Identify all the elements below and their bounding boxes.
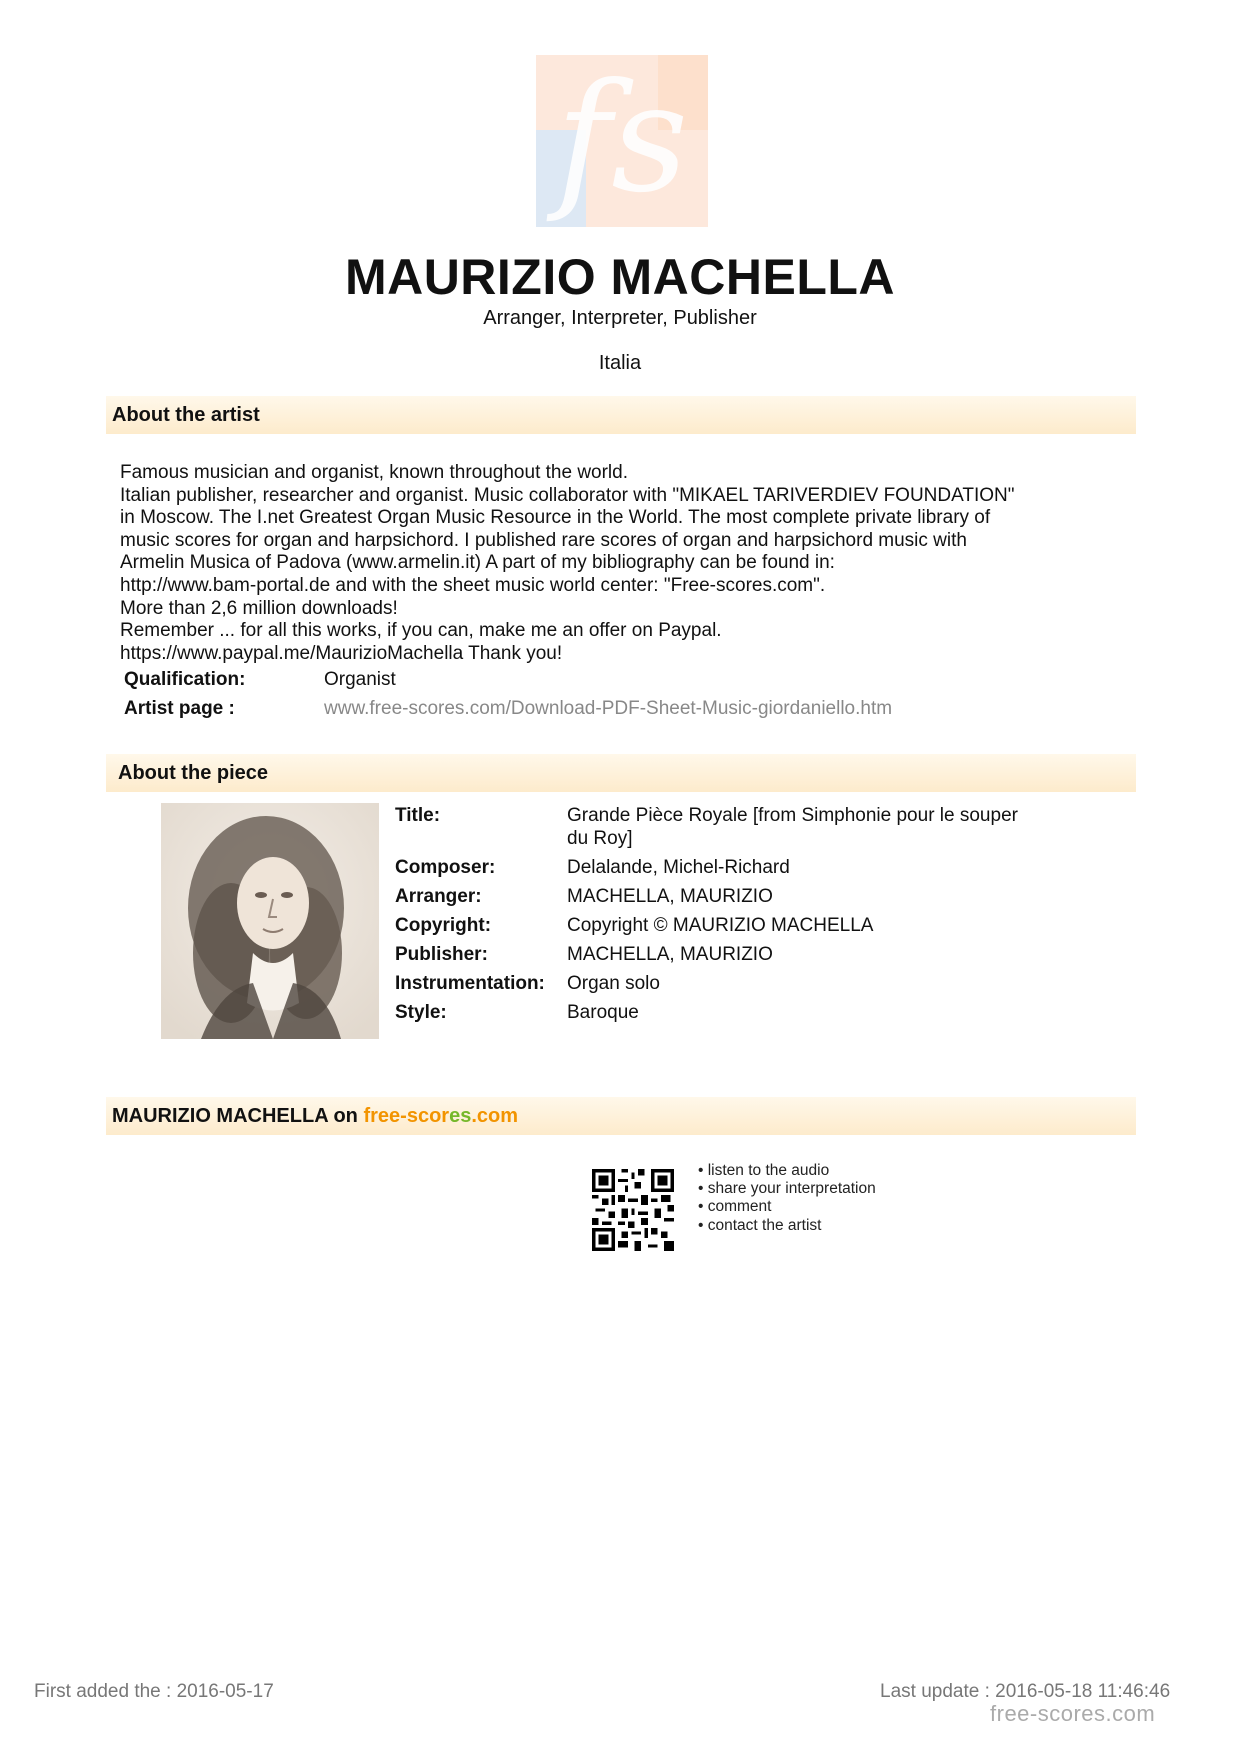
publisher-label: Publisher: [395, 944, 488, 965]
instrumentation-value: Organ solo [567, 973, 660, 994]
qualification-label: Qualification: [124, 669, 246, 690]
on-site-artist-name: MAURIZIO MACHELLA [112, 1105, 328, 1127]
style-label: Style: [395, 1002, 447, 1023]
on-free-scores-header [106, 1097, 1136, 1135]
title-value [567, 805, 1087, 850]
title-line: du Roy] [567, 827, 633, 849]
action-item[interactable]: • share your interpretation [698, 1180, 876, 1198]
copyright-value: Copyright © MAURIZIO MACHELLA [567, 915, 874, 936]
artist-country: Italia [598, 352, 642, 374]
first-added-date: First added the : 2016-05-17 [34, 1681, 274, 1702]
brand-part: scor [406, 1105, 450, 1127]
bio-line: in Moscow. The I.net Greatest Organ Music Resource in the World. The most complete private library of [120, 507, 991, 529]
brand-part: free- [363, 1105, 407, 1127]
composer-label: Composer: [395, 857, 496, 878]
footer-brand: free-scores.com [990, 1701, 1156, 1726]
last-update-date: Last update : 2016-05-18 11:46:46 [880, 1681, 1171, 1702]
bio-line: music scores for organ and harpsichord. I published rare scores of organ and harpsichord music with [120, 529, 967, 551]
on-site-word: on [333, 1105, 358, 1127]
brand-part: .com [471, 1105, 519, 1127]
title-label: Title: [395, 805, 441, 826]
free-scores-logo [536, 55, 708, 227]
bio-line: Armelin Musica of Padova (www.armelin.it) A part of my bibliography can be found in: [120, 552, 835, 574]
artist-page-label: Artist page : [124, 698, 235, 719]
bio-line: Italian publisher, researcher and organist. Music collaborator with "MIKAEL TARIVERDIEV FOUNDATION" [120, 484, 1015, 506]
action-item[interactable]: • contact the artist [698, 1216, 822, 1234]
arranger-value: MACHELLA, MAURIZIO [567, 886, 773, 907]
brand-part: es [449, 1105, 472, 1127]
bio-line: Remember ... for all this works, if you can, make me an offer on Paypal. [120, 620, 722, 642]
artist-roles: Arranger, Interpreter, Publisher [483, 307, 757, 329]
free-scores-brand[interactable] [363, 1105, 518, 1127]
artist-name: MAURIZIO MACHELLA [344, 249, 896, 305]
style-value: Baroque [567, 1002, 639, 1023]
bio-line: More than 2,6 million downloads! [120, 597, 398, 619]
bio-line: https://www.paypal.me/MaurizioMachella Thank you! [120, 642, 563, 664]
artist-bio [120, 462, 1130, 665]
about-artist-header: About the artist [106, 396, 1136, 434]
bio-line: Famous musician and organist, known throughout the world. [120, 462, 628, 483]
artist-page-link[interactable]: www.free-scores.com/Download-PDF-Sheet-Music-giordaniello.htm [324, 698, 893, 719]
svg-text:fs: fs [555, 55, 689, 226]
composer-portrait [161, 803, 379, 1039]
instrumentation-label: Instrumentation: [395, 973, 545, 994]
action-item[interactable]: • comment [698, 1198, 772, 1216]
publisher-value: MACHELLA, MAURIZIO [567, 944, 773, 965]
qualification-value: Organist [324, 669, 396, 690]
bio-line: http://www.bam-portal.de and with the sheet music world center: "Free-scores.com". [120, 574, 826, 596]
actions-list [698, 1162, 876, 1235]
copyright-label: Copyright: [395, 915, 492, 936]
action-item[interactable]: • listen to the audio [698, 1162, 830, 1179]
about-piece-header: About the piece [106, 754, 1136, 792]
title-line: Grande Pièce Royale [from Simphonie pour le souper [567, 805, 1018, 826]
qr-code-icon[interactable] [592, 1169, 674, 1251]
composer-value: Delalande, Michel-Richard [567, 857, 790, 878]
arranger-label: Arranger: [395, 886, 482, 907]
